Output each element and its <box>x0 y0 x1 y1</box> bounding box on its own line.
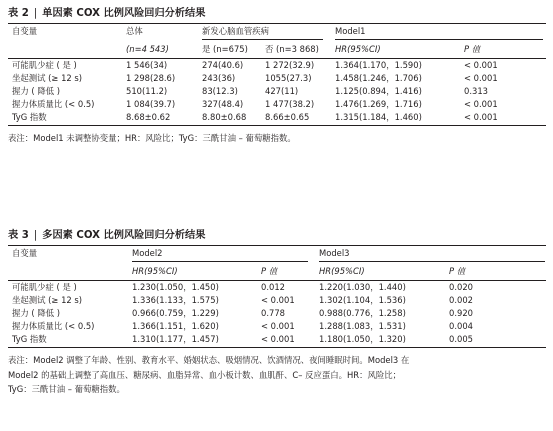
cell-no: 1055(27.3) <box>265 73 312 83</box>
header-no: 否 (n=3 868) <box>265 44 319 54</box>
note-line: TyG：三酰甘油 – 葡萄糖指数。 <box>8 384 125 394</box>
cell-hr-model2: 1.366(1.151，1.620) <box>132 321 219 331</box>
cell-hr: 1.364(1.170，1.590) <box>335 60 422 70</box>
header-model2: Model2 <box>132 248 163 258</box>
cell-p: < 0.001 <box>464 73 498 83</box>
cell-yes: 243(36) <box>202 73 236 83</box>
cell-hr-model3: 0.988(0.776，1.258) <box>319 308 406 318</box>
cell-hr-model3: 1.220(1.030，1.440) <box>319 282 406 292</box>
cell-p: < 0.001 <box>464 112 498 122</box>
cell-hr-model2: 1.336(1.133，1.575) <box>132 295 219 305</box>
table-row <box>8 320 546 333</box>
header-hr-model2: HR(95%CI) <box>132 266 178 276</box>
table-row <box>8 281 546 294</box>
cell-hr-model3: 1.302(1.104，1.536) <box>319 295 406 305</box>
cell-variable: 握力体质量比 (< 0.5) <box>12 99 95 109</box>
cell-yes: 327(48.4) <box>202 99 244 109</box>
cell-variable: TyG 指数 <box>12 112 47 122</box>
header-hr: HR(95%CI) <box>335 44 381 54</box>
cell-p-model3: 0.002 <box>449 295 473 305</box>
group-subrule <box>202 39 323 40</box>
header-group: 新发心脑血管疾病 <box>202 26 269 36</box>
table-row <box>8 98 546 111</box>
cell-p-model2: < 0.001 <box>261 321 295 331</box>
cell-hr-model3: 1.288(1.083，1.531) <box>319 321 406 331</box>
table-3-title: 多因素 COX 比例风险回归分析结果 <box>42 230 206 241</box>
cell-hr: 1.125(0.894，1.416) <box>335 86 422 96</box>
table-row <box>8 333 546 346</box>
cell-p-model2: 0.012 <box>261 282 285 292</box>
table-row <box>8 72 546 85</box>
table-row <box>8 294 546 307</box>
cell-total: 8.68±0.62 <box>126 112 171 122</box>
cell-variable: 握力体质量比 (< 0.5) <box>12 321 95 331</box>
header-variable: 自变量 <box>12 248 38 258</box>
table-2-note: 表注：Model1 未调整协变量；HR：风险比；TyG：三酰甘油 – 葡萄糖指数。 <box>8 133 296 143</box>
cell-p-model2: < 0.001 <box>261 334 295 344</box>
cell-variable: 握力 ( 降低 ) <box>12 308 61 318</box>
cell-p: 0.313 <box>464 86 488 96</box>
cell-total: 1 298(28.6) <box>126 73 176 83</box>
table-2-body <box>8 59 546 124</box>
cell-p-model2: 0.778 <box>261 308 285 318</box>
table-2-caption <box>8 5 546 23</box>
note-line: Model2 的基础上调整了高血压、糖尿病、血脂异常、血小板计数、血肌酐、C– 反应蛋白。HR：风险比； <box>8 369 401 380</box>
model1-subrule <box>335 39 543 40</box>
table-row <box>8 111 546 124</box>
note-line: 表注：Model2 调整了年龄、性别、教育水平、婚姻状态、吸烟情况、饮酒情况、夜间睡眠时间。Model3 在 <box>8 355 410 365</box>
caption-separator: | <box>33 230 38 241</box>
cell-hr: 1.476(1.269，1.716) <box>335 99 422 109</box>
cell-p-model3: 0.020 <box>449 282 473 292</box>
table-3-note <box>8 353 546 397</box>
cell-total: 1 084(39.7) <box>126 99 176 109</box>
cell-hr: 1.458(1.246，1.706) <box>335 73 422 83</box>
cell-hr: 1.315(1.184，1.460) <box>335 112 422 122</box>
cell-variable: 坐起测试 (≥ 12 s) <box>12 73 83 83</box>
table-row <box>8 85 546 98</box>
header-p-model2: P 值 <box>261 266 278 276</box>
cell-variable: 坐起测试 (≥ 12 s) <box>12 295 83 305</box>
caption-separator: | <box>33 8 38 19</box>
header-variable: 自变量 <box>12 26 38 36</box>
cell-p-model3: 0.004 <box>449 321 473 331</box>
model3-subrule <box>319 261 545 262</box>
cell-variable: TyG 指数 <box>12 334 47 344</box>
cell-no: 1 477(38.2) <box>265 99 315 109</box>
header-row-2 <box>8 264 546 278</box>
cell-variable: 可能肌少症 ( 是 ) <box>12 60 77 70</box>
cell-hr-model2: 0.966(0.759，1.229) <box>132 308 219 318</box>
table-3-body <box>8 281 546 346</box>
cell-hr-model2: 1.310(1.177，1.457) <box>132 334 219 344</box>
table-row <box>8 59 546 72</box>
cell-yes: 274(40.6) <box>202 60 244 70</box>
cell-yes: 8.80±0.68 <box>202 112 247 122</box>
table-3-number: 表 3 <box>8 230 29 241</box>
cell-total: 510(11.2) <box>126 86 168 96</box>
header-row-1 <box>8 246 546 260</box>
table-3 <box>8 227 546 397</box>
model2-subrule <box>132 261 308 262</box>
header-yes: 是 (n=675) <box>202 44 248 54</box>
cell-p: < 0.001 <box>464 99 498 109</box>
table-row <box>8 307 546 320</box>
table-2-number: 表 2 <box>8 8 29 19</box>
header-row-1 <box>8 24 546 38</box>
cell-variable: 握力 ( 降低 ) <box>12 86 61 96</box>
cell-no: 1 272(32.9) <box>265 60 315 70</box>
header-hr-model3: HR(95%CI) <box>319 266 365 276</box>
cell-variable: 可能肌少症 ( 是 ) <box>12 282 77 292</box>
header-p: P 值 <box>464 44 481 54</box>
header-p-model3: P 值 <box>449 266 466 276</box>
bottom-rule <box>8 125 546 126</box>
header-model3: Model3 <box>319 248 350 258</box>
cell-total: 1 546(34) <box>126 60 168 70</box>
cell-yes: 83(12.3) <box>202 86 238 96</box>
header-model1: Model1 <box>335 26 366 36</box>
cell-hr-model2: 1.230(1.050，1.450) <box>132 282 219 292</box>
header-total: 总体 <box>126 26 143 36</box>
cell-p-model3: 0.005 <box>449 334 473 344</box>
cell-p-model2: < 0.001 <box>261 295 295 305</box>
cell-hr-model3: 1.180(1.050，1.320) <box>319 334 406 344</box>
header-row-2 <box>8 42 546 56</box>
header-total-n: (n=4 543) <box>126 44 169 54</box>
cell-p-model3: 0.920 <box>449 308 473 318</box>
table-2-title: 单因素 COX 比例风险回归分析结果 <box>42 8 206 19</box>
cell-p: < 0.001 <box>464 60 498 70</box>
cell-no: 427(11) <box>265 86 299 96</box>
table-3-caption <box>8 227 546 245</box>
table-2 <box>8 5 546 146</box>
bottom-rule <box>8 347 546 348</box>
cell-no: 8.66±0.65 <box>265 112 310 122</box>
